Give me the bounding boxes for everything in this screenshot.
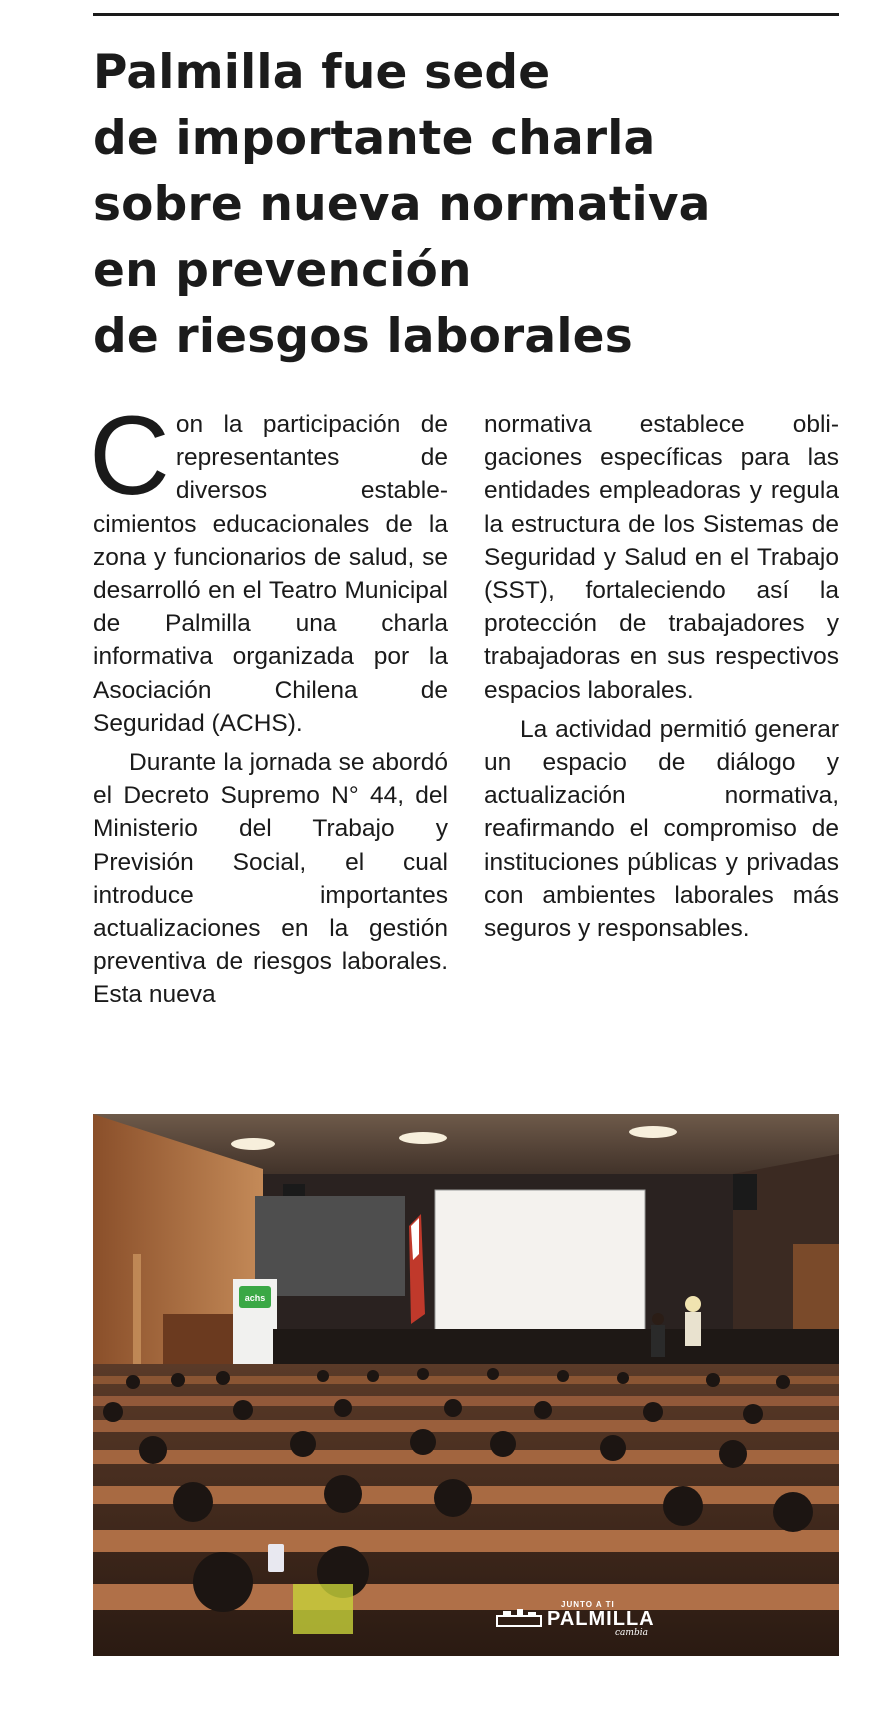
phone xyxy=(268,1544,284,1572)
safety-vest xyxy=(293,1584,353,1634)
stage xyxy=(273,1329,839,1369)
paragraph-3: normativa establece obligaciones específicas para las entidades empleadoras y regula la estructura de los Sistemas de Seguridad y Salud en el Trabajo (SST), fortaleciendo así la protección de trabajadores y trabajadoras en sus respectivos espacios laborales. xyxy=(484,411,839,704)
headline-line-5: de riesgos laborales xyxy=(93,309,633,364)
column-left xyxy=(89,393,448,1012)
mascot xyxy=(685,1312,701,1346)
municipality-emblem-icon xyxy=(495,1608,543,1630)
headline-line-3: sobre nueva normativa xyxy=(93,177,711,232)
palmilla-watermark xyxy=(495,1600,675,1640)
speaker-box xyxy=(733,1174,757,1210)
banner-logo-text: achs xyxy=(244,1293,266,1303)
headline xyxy=(93,40,853,370)
headline-line-4: en prevención xyxy=(93,243,472,298)
top-rule xyxy=(93,13,839,16)
article-body xyxy=(89,393,839,1108)
watermark-tagline: JUNTO A TI xyxy=(561,1600,615,1609)
ceiling-light xyxy=(231,1138,275,1150)
presenter xyxy=(651,1325,665,1357)
watermark-name: PALMILLA xyxy=(547,1608,655,1630)
paragraph-1 xyxy=(89,393,448,740)
wall-panel xyxy=(255,1196,405,1296)
ceiling-light xyxy=(399,1132,447,1144)
projection-screen xyxy=(435,1190,645,1330)
paragraph-2: Durante la jornada se abordó el Decreto Supremo N° 44, del Ministerio del Trabajo y Previsión Social, el cual introduce importantes actualizaciones en la gestión preventiva de riesgos laborales. Esta nueva xyxy=(93,749,448,1009)
headline-line-1: Palmilla fue sede xyxy=(93,45,551,100)
watermark-sub: cambia xyxy=(615,1628,648,1638)
ceiling-light xyxy=(629,1126,677,1138)
drop-cap: C xyxy=(89,393,170,518)
headline-line-2: de importante charla xyxy=(93,111,656,166)
column-right xyxy=(484,408,839,945)
auditorium-illustration xyxy=(93,1114,839,1656)
paragraph-1-text: on la participación de representantes de diversos establecimientos educacionales de la zona y funcionarios de salud, se desarrolló en el Teatro Municipal de Palmilla una charla informativa organizada por la Asociación Chilena de Seguridad (ACHS). xyxy=(93,411,448,737)
event-photo xyxy=(93,1114,839,1656)
paragraph-4: La actividad permitió generar un espacio de diálogo y actualización normativa, reafirmando el compromiso de instituciones públicas y privadas con ambientes laborales más seguros y responsables. xyxy=(484,715,839,943)
